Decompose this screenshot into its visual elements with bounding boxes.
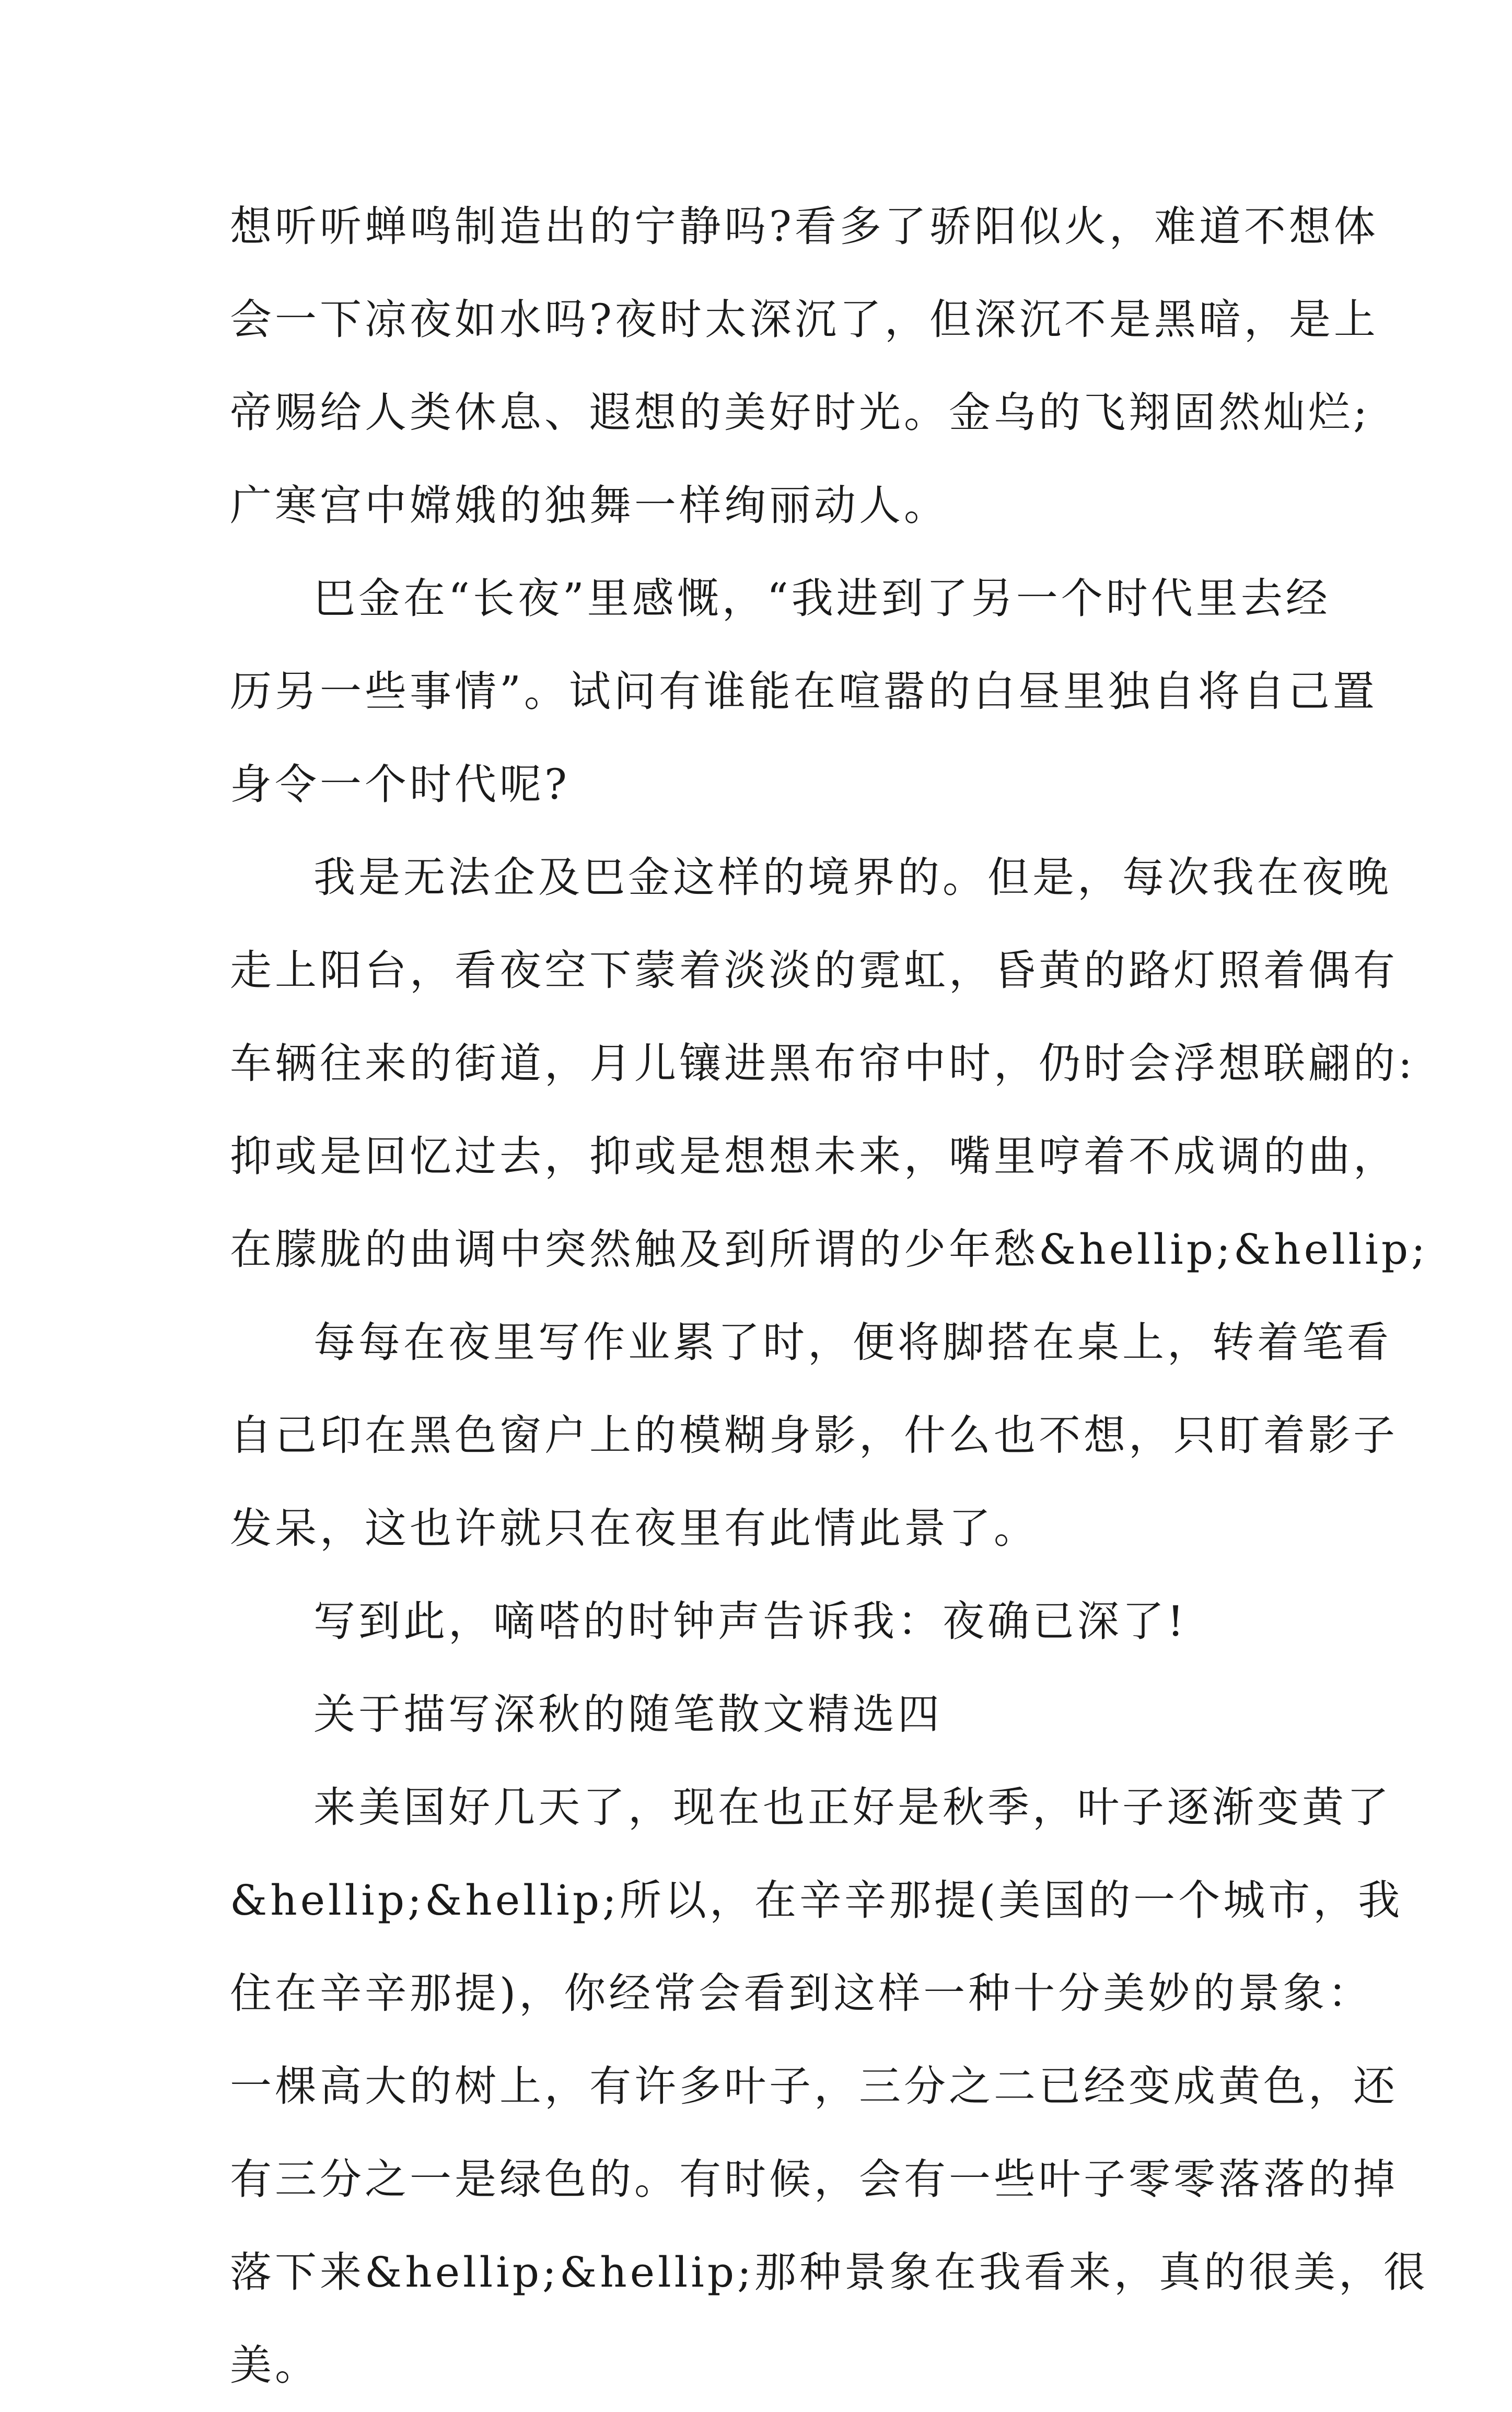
text-line: 身令一个时代呢?: [230, 760, 570, 809]
text-line: 车辆往来的街道，月儿镶进黑布帘中时，仍时会浮想联翩的:: [230, 1039, 1415, 1088]
text-line: 历另一些事情”。试问有谁能在喧嚣的白昼里独自将自己置: [230, 667, 1378, 716]
text-line: 帝赐给人类休息、遐想的美好时光。金乌的飞翔固然灿烂;: [230, 388, 1370, 437]
text-line: 关于描写深秋的随笔散文精选四: [313, 1690, 943, 1739]
text-line: 写到此，嘀嗒的时钟声告诉我：夜确已深了!: [313, 1597, 1188, 1646]
text-line: 自己印在黑色窗户上的模糊身影，什么也不想，只盯着影子: [230, 1411, 1398, 1460]
paragraph-2: [230, 552, 1378, 831]
text-line: 广寒宫中嫦娥的独舞一样绚丽动人。: [230, 481, 949, 530]
paragraph-1: [230, 180, 1379, 552]
text-line: 巴金在“长夜”里感慨，“我进到了另一个时代里去经: [313, 574, 1331, 623]
text-line: 每每在夜里写作业累了时，便将脚搭在桌上，转着笔看: [313, 1318, 1392, 1367]
text-line: &hellip;&hellip;所以，在辛辛那提(美国的一个城市，我: [230, 1876, 1403, 1925]
paragraph-3: [230, 831, 1428, 1296]
text-line: 走上阳台，看夜空下蒙着淡淡的霓虹，昏黄的路灯照着偶有: [230, 946, 1398, 995]
section-heading: [230, 1668, 1296, 1761]
paragraph-7: [230, 1761, 1428, 2412]
text-line: 住在辛辛那提)，你经常会看到这样一种十分美妙的景象：: [230, 1969, 1373, 2018]
document-body: [230, 180, 1428, 2412]
text-line: 有三分之一是绿色的。有时候，会有一些叶子零零落落的掉: [230, 2155, 1398, 2204]
paragraph-5: [230, 1575, 1296, 1668]
text-line: 落下来&hellip;&hellip;那种景象在我看来，真的很美，很: [230, 2248, 1428, 2297]
text-line: 来美国好几天了，现在也正好是秋季，叶子逐渐变黄了: [313, 1783, 1392, 1832]
text-line: 想听听蝉鸣制造出的宁静吗?看多了骄阳似火，难道不想体: [230, 202, 1379, 251]
paragraph-4: [230, 1296, 1398, 1575]
text-line: 抑或是回忆过去，抑或是想想未来，嘴里哼着不成调的曲，: [230, 1132, 1398, 1181]
text-line: 我是无法企及巴金这样的境界的。但是，每次我在夜晚: [313, 853, 1392, 902]
text-line: 在朦胧的曲调中突然触及到所谓的少年愁&hellip;&hellip;: [230, 1225, 1428, 1274]
text-line: 美。: [230, 2341, 320, 2390]
text-line: 发呆，这也许就只在夜里有此情此景了。: [230, 1504, 1039, 1553]
text-line: 一棵高大的树上，有许多叶子，三分之二已经变成黄色，还: [230, 2062, 1398, 2111]
text-line: 会一下凉夜如水吗?夜时太深沉了，但深沉不是黑暗，是上: [230, 295, 1379, 344]
